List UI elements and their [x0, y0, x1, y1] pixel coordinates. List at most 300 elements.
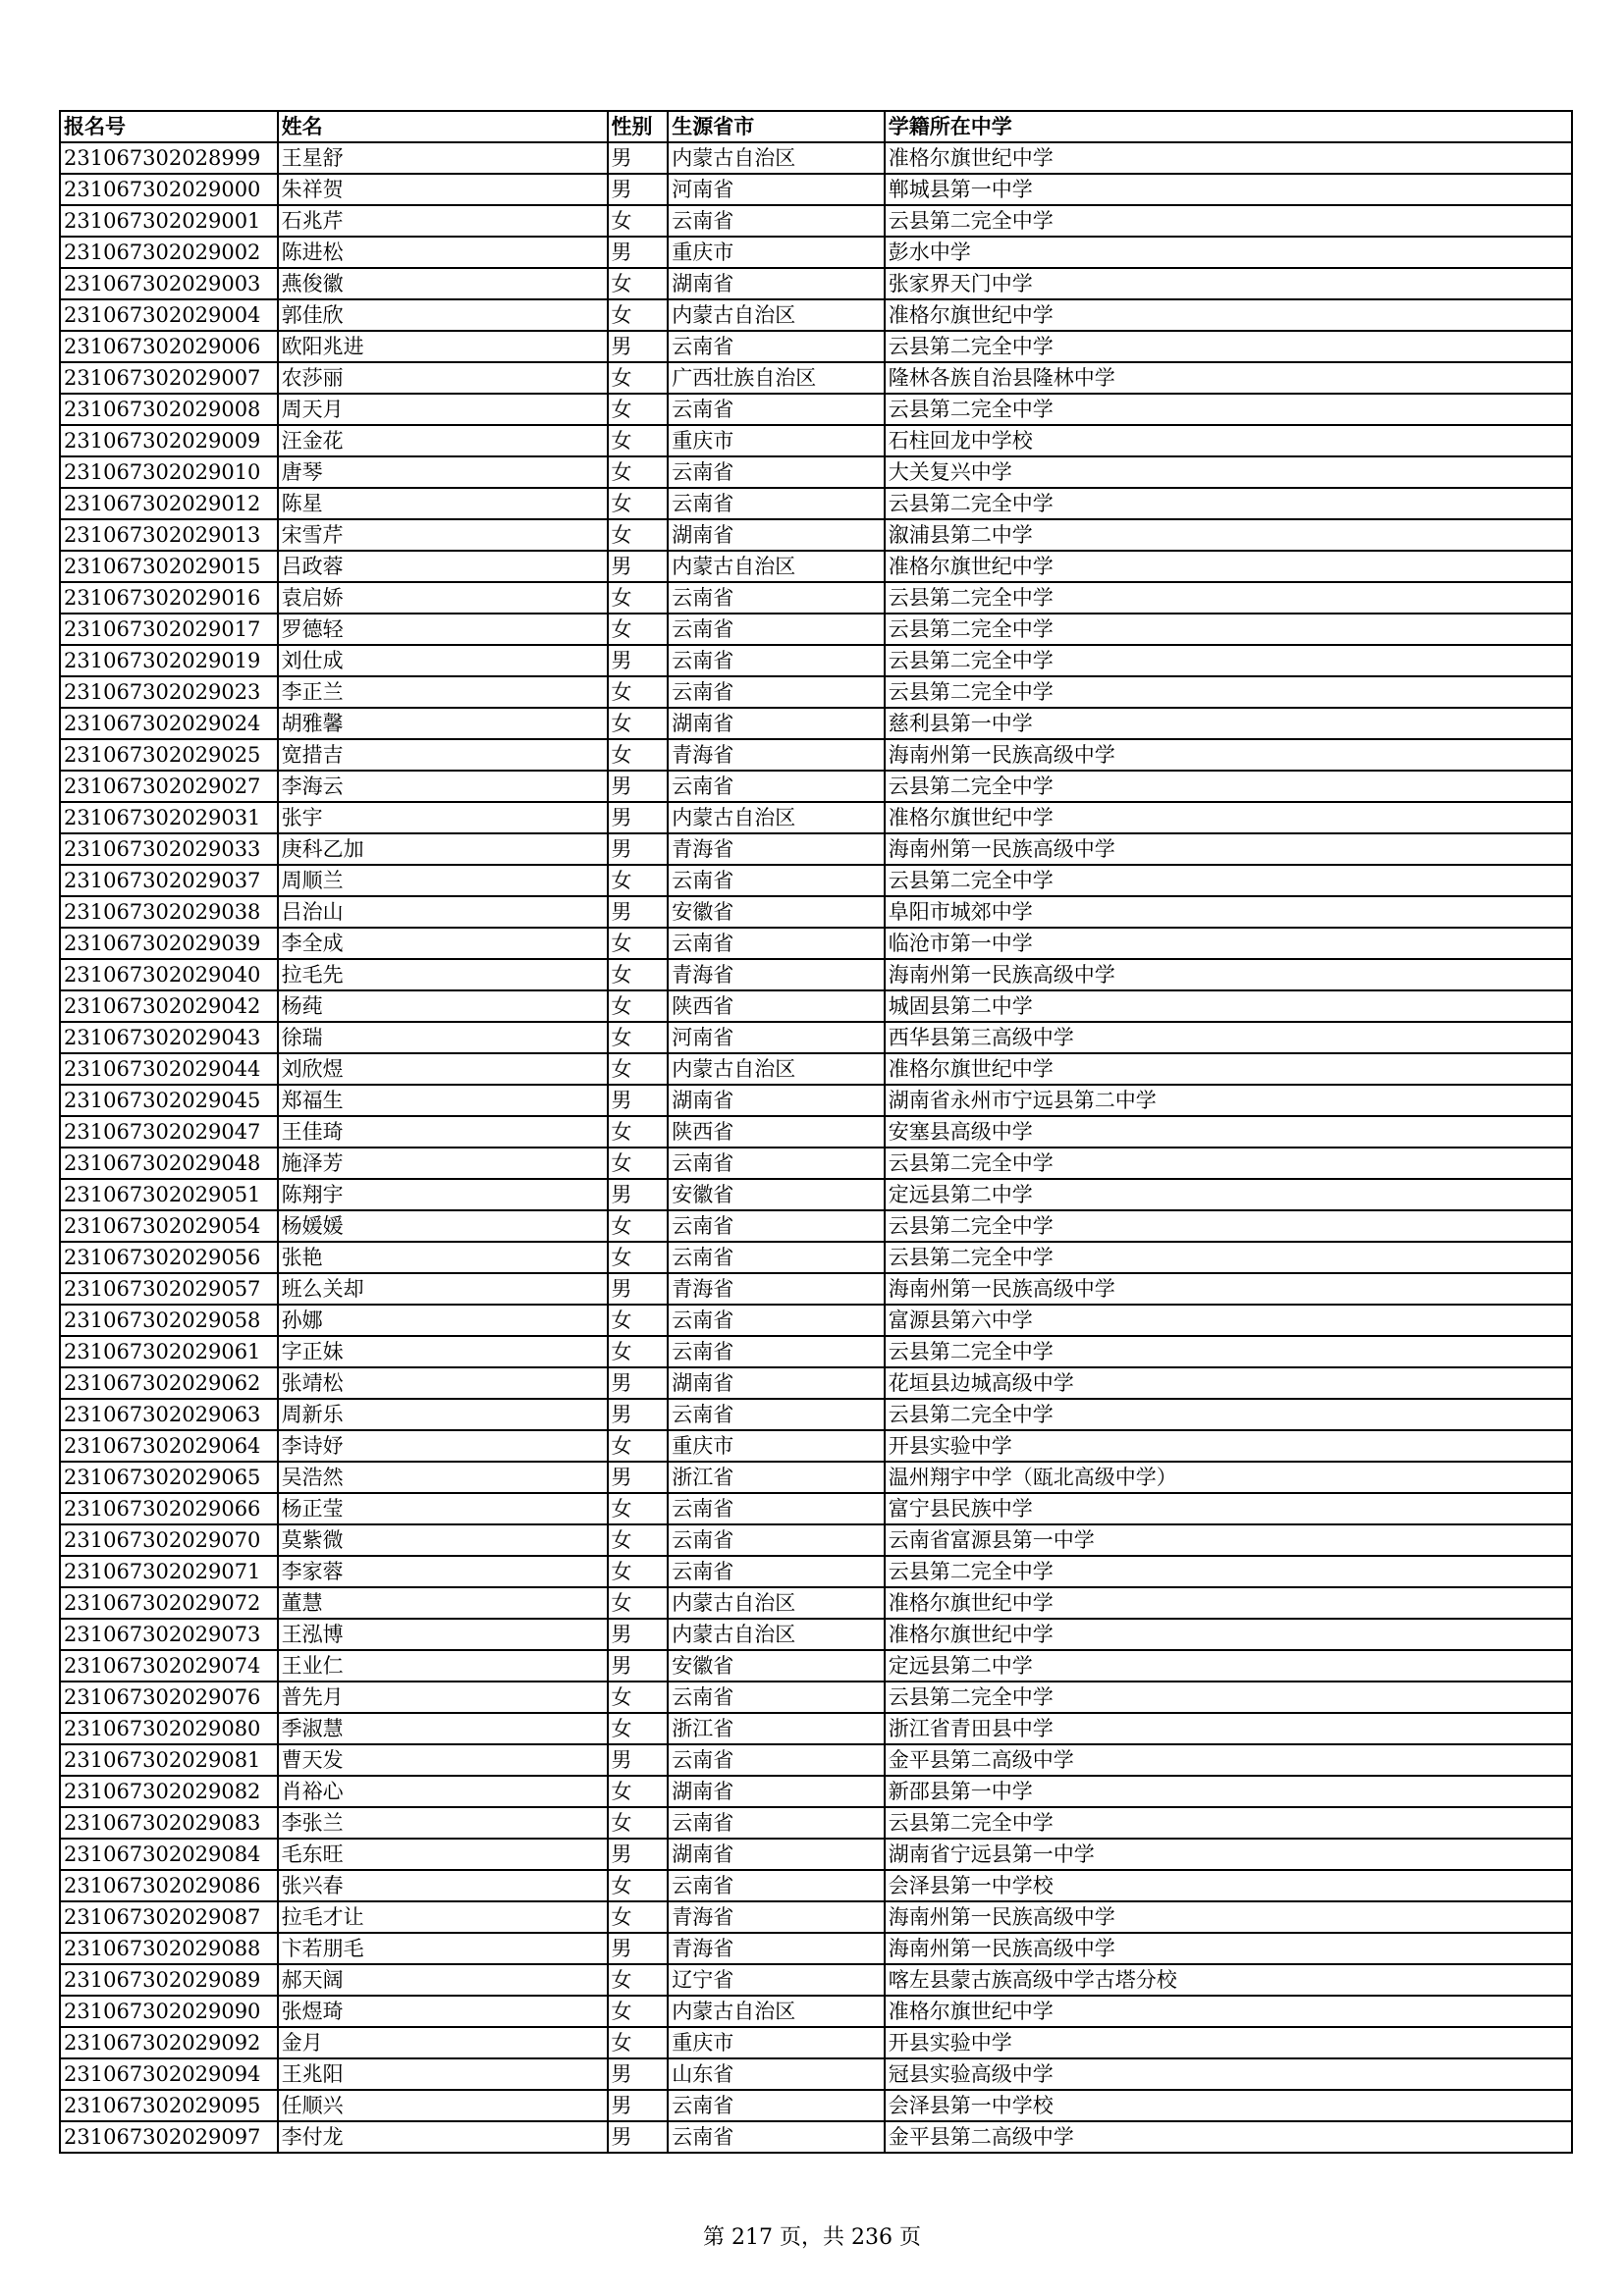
gender-cell: 男 [608, 1839, 669, 1870]
name-cell: 李家蓉 [278, 1556, 608, 1587]
table-row [60, 739, 1572, 771]
registration-number-cell: 231067302029074 [60, 1650, 278, 1682]
gender-cell: 男 [608, 1462, 669, 1493]
province-cell: 云南省 [668, 1870, 885, 1901]
province-cell: 湖南省 [668, 268, 885, 299]
registration-number-cell: 231067302029027 [60, 771, 278, 802]
table-row [60, 1556, 1572, 1587]
gender-cell: 女 [608, 1587, 669, 1619]
registration-number-cell: 231067302029000 [60, 174, 278, 205]
table-row [60, 456, 1572, 488]
registration-number-cell: 231067302029045 [60, 1085, 278, 1116]
name-cell: 石兆芹 [278, 205, 608, 237]
registration-number-cell: 231067302029033 [60, 833, 278, 865]
registration-number-cell: 231067302029089 [60, 1964, 278, 1996]
registration-number-cell: 231067302029076 [60, 1682, 278, 1713]
province-cell: 青海省 [668, 1273, 885, 1305]
gender-cell: 女 [608, 928, 669, 959]
school-cell: 准格尔旗世纪中学 [885, 1619, 1572, 1650]
table-row [60, 990, 1572, 1022]
gender-cell: 女 [608, 519, 669, 551]
table-row [60, 1430, 1572, 1462]
table-row [60, 1839, 1572, 1870]
gender-cell: 男 [608, 1933, 669, 1964]
school-cell: 云县第二完全中学 [885, 1807, 1572, 1839]
school-cell: 花垣县边城高级中学 [885, 1367, 1572, 1399]
table-row [60, 425, 1572, 456]
name-cell: 陈进松 [278, 237, 608, 268]
school-cell: 溆浦县第二中学 [885, 519, 1572, 551]
school-cell: 西华县第三高级中学 [885, 1022, 1572, 1053]
table-row [60, 1493, 1572, 1524]
province-cell: 云南省 [668, 456, 885, 488]
province-cell: 内蒙古自治区 [668, 1619, 885, 1650]
table-row [60, 1210, 1572, 1242]
table-row [60, 1462, 1572, 1493]
registration-number-cell: 231067302029062 [60, 1367, 278, 1399]
province-cell: 浙江省 [668, 1713, 885, 1744]
registration-number-cell: 231067302029071 [60, 1556, 278, 1587]
province-cell: 河南省 [668, 174, 885, 205]
gender-cell: 女 [608, 425, 669, 456]
school-cell: 金平县第二高级中学 [885, 1744, 1572, 1776]
gender-cell: 女 [608, 299, 669, 331]
province-cell: 内蒙古自治区 [668, 1587, 885, 1619]
school-cell: 新邵县第一中学 [885, 1776, 1572, 1807]
gender-cell: 女 [608, 959, 669, 990]
province-cell: 安徽省 [668, 896, 885, 928]
name-cell: 燕俊徽 [278, 268, 608, 299]
school-cell: 海南州第一民族高级中学 [885, 1933, 1572, 1964]
header-registration-number: 报名号 [60, 111, 278, 142]
registration-number-cell: 231067302029031 [60, 802, 278, 833]
registration-number-cell: 231067302029048 [60, 1148, 278, 1179]
school-cell: 云县第二完全中学 [885, 488, 1572, 519]
table-row [60, 394, 1572, 425]
name-cell: 农莎丽 [278, 362, 608, 394]
name-cell: 刘欣煜 [278, 1053, 608, 1085]
province-cell: 陕西省 [668, 990, 885, 1022]
province-cell: 湖南省 [668, 519, 885, 551]
gender-cell: 女 [608, 394, 669, 425]
province-cell: 内蒙古自治区 [668, 802, 885, 833]
page-number-footer: 第 217 页，共 236 页 [703, 2225, 921, 2250]
table-row [60, 1273, 1572, 1305]
province-cell: 云南省 [668, 676, 885, 708]
registration-number-cell: 231067302029019 [60, 645, 278, 676]
name-cell: 曹天发 [278, 1744, 608, 1776]
province-cell: 湖南省 [668, 1839, 885, 1870]
registration-number-cell: 231067302028999 [60, 142, 278, 174]
province-cell: 重庆市 [668, 2027, 885, 2058]
school-cell: 准格尔旗世纪中学 [885, 142, 1572, 174]
gender-cell: 女 [608, 614, 669, 645]
registration-number-cell: 231067302029003 [60, 268, 278, 299]
gender-cell: 男 [608, 1744, 669, 1776]
province-cell: 云南省 [668, 488, 885, 519]
name-cell: 宋雪芹 [278, 519, 608, 551]
province-cell: 青海省 [668, 1901, 885, 1933]
name-cell: 莫紫微 [278, 1524, 608, 1556]
gender-cell: 男 [608, 331, 669, 362]
table-row [60, 645, 1572, 676]
school-cell: 海南州第一民族高级中学 [885, 1901, 1572, 1933]
province-cell: 广西壮族自治区 [668, 362, 885, 394]
registration-number-cell: 231067302029056 [60, 1242, 278, 1273]
name-cell: 李张兰 [278, 1807, 608, 1839]
registration-number-cell: 231067302029082 [60, 1776, 278, 1807]
registration-number-cell: 231067302029025 [60, 739, 278, 771]
name-cell: 拉毛才让 [278, 1901, 608, 1933]
name-cell: 张艳 [278, 1242, 608, 1273]
gender-cell: 女 [608, 582, 669, 614]
province-cell: 云南省 [668, 928, 885, 959]
school-cell: 准格尔旗世纪中学 [885, 299, 1572, 331]
table-row [60, 1901, 1572, 1933]
province-cell: 青海省 [668, 833, 885, 865]
school-cell: 准格尔旗世纪中学 [885, 1587, 1572, 1619]
table-row [60, 1022, 1572, 1053]
table-body [60, 142, 1572, 2153]
school-cell: 云县第二完全中学 [885, 1682, 1572, 1713]
school-cell: 冠县实验高级中学 [885, 2058, 1572, 2090]
gender-cell: 男 [608, 645, 669, 676]
registration-number-cell: 231067302029016 [60, 582, 278, 614]
name-cell: 班么关却 [278, 1273, 608, 1305]
name-cell: 王业仁 [278, 1650, 608, 1682]
province-cell: 云南省 [668, 645, 885, 676]
gender-cell: 女 [608, 205, 669, 237]
school-cell: 喀左县蒙古族高级中学古塔分校 [885, 1964, 1572, 1996]
registration-number-cell: 231067302029066 [60, 1493, 278, 1524]
school-cell: 准格尔旗世纪中学 [885, 1996, 1572, 2027]
name-cell: 庚科乙加 [278, 833, 608, 865]
table-row [60, 582, 1572, 614]
registration-number-cell: 231067302029012 [60, 488, 278, 519]
table-row [60, 896, 1572, 928]
gender-cell: 女 [608, 1996, 669, 2027]
name-cell: 王佳琦 [278, 1116, 608, 1148]
name-cell: 郭佳欣 [278, 299, 608, 331]
province-cell: 云南省 [668, 614, 885, 645]
gender-cell: 男 [608, 802, 669, 833]
province-cell: 内蒙古自治区 [668, 551, 885, 582]
name-cell: 张兴春 [278, 1870, 608, 1901]
name-cell: 吕治山 [278, 896, 608, 928]
gender-cell: 男 [608, 551, 669, 582]
table-row [60, 1776, 1572, 1807]
table-row [60, 614, 1572, 645]
name-cell: 宽措吉 [278, 739, 608, 771]
province-cell: 云南省 [668, 771, 885, 802]
registration-number-cell: 231067302029061 [60, 1336, 278, 1367]
province-cell: 云南省 [668, 205, 885, 237]
registration-number-cell: 231067302029043 [60, 1022, 278, 1053]
table-row [60, 205, 1572, 237]
school-cell: 石柱回龙中学校 [885, 425, 1572, 456]
registration-number-cell: 231067302029080 [60, 1713, 278, 1744]
registration-number-cell: 231067302029024 [60, 708, 278, 739]
name-cell: 毛东旺 [278, 1839, 608, 1870]
registration-number-cell: 231067302029097 [60, 2121, 278, 2153]
registration-number-cell: 231067302029087 [60, 1901, 278, 1933]
table-row [60, 268, 1572, 299]
school-cell: 慈利县第一中学 [885, 708, 1572, 739]
name-cell: 周天月 [278, 394, 608, 425]
registration-number-cell: 231067302029081 [60, 1744, 278, 1776]
gender-cell: 女 [608, 1713, 669, 1744]
registration-number-cell: 231067302029013 [60, 519, 278, 551]
table-row [60, 1619, 1572, 1650]
school-cell: 会泽县第一中学校 [885, 2090, 1572, 2121]
table-row [60, 331, 1572, 362]
name-cell: 周顺兰 [278, 865, 608, 896]
name-cell: 陈星 [278, 488, 608, 519]
name-cell: 李付龙 [278, 2121, 608, 2153]
registration-number-cell: 231067302029001 [60, 205, 278, 237]
gender-cell: 女 [608, 1493, 669, 1524]
registration-number-cell: 231067302029008 [60, 394, 278, 425]
table-row [60, 1807, 1572, 1839]
registration-number-cell: 231067302029084 [60, 1839, 278, 1870]
school-cell: 云县第二完全中学 [885, 614, 1572, 645]
registration-number-cell: 231067302029092 [60, 2027, 278, 2058]
name-cell: 李海云 [278, 771, 608, 802]
table-row [60, 802, 1572, 833]
province-cell: 青海省 [668, 1933, 885, 1964]
gender-cell: 女 [608, 990, 669, 1022]
gender-cell: 男 [608, 1650, 669, 1682]
province-cell: 云南省 [668, 331, 885, 362]
school-cell: 云县第二完全中学 [885, 1210, 1572, 1242]
name-cell: 李全成 [278, 928, 608, 959]
gender-cell: 男 [608, 1399, 669, 1430]
school-cell: 郸城县第一中学 [885, 174, 1572, 205]
name-cell: 胡雅馨 [278, 708, 608, 739]
gender-cell: 男 [608, 174, 669, 205]
school-cell: 会泽县第一中学校 [885, 1870, 1572, 1901]
province-cell: 云南省 [668, 1399, 885, 1430]
table-row [60, 865, 1572, 896]
province-cell: 云南省 [668, 1556, 885, 1587]
table-row [60, 1524, 1572, 1556]
school-cell: 张家界天门中学 [885, 268, 1572, 299]
school-cell: 海南州第一民族高级中学 [885, 739, 1572, 771]
gender-cell: 男 [608, 1619, 669, 1650]
name-cell: 朱祥贺 [278, 174, 608, 205]
name-cell: 字正妹 [278, 1336, 608, 1367]
table-row [60, 2090, 1572, 2121]
table-row [60, 771, 1572, 802]
name-cell: 拉毛先 [278, 959, 608, 990]
name-cell: 卞若朋毛 [278, 1933, 608, 1964]
gender-cell: 女 [608, 865, 669, 896]
registration-number-cell: 231067302029065 [60, 1462, 278, 1493]
table-row [60, 1179, 1572, 1210]
school-cell: 海南州第一民族高级中学 [885, 959, 1572, 990]
gender-cell: 女 [608, 2027, 669, 2058]
gender-cell: 女 [608, 1053, 669, 1085]
school-cell: 海南州第一民族高级中学 [885, 833, 1572, 865]
name-cell: 肖裕心 [278, 1776, 608, 1807]
province-cell: 云南省 [668, 2121, 885, 2153]
name-cell: 郝天阔 [278, 1964, 608, 1996]
table-row [60, 1870, 1572, 1901]
gender-cell: 女 [608, 1022, 669, 1053]
school-cell: 准格尔旗世纪中学 [885, 1053, 1572, 1085]
name-cell: 李正兰 [278, 676, 608, 708]
province-cell: 内蒙古自治区 [668, 1053, 885, 1085]
province-cell: 湖南省 [668, 1776, 885, 1807]
gender-cell: 女 [608, 676, 669, 708]
school-cell: 云县第二完全中学 [885, 1336, 1572, 1367]
school-cell: 海南州第一民族高级中学 [885, 1273, 1572, 1305]
table-row [60, 676, 1572, 708]
school-cell: 云县第二完全中学 [885, 865, 1572, 896]
registration-number-cell: 231067302029086 [60, 1870, 278, 1901]
school-cell: 云县第二完全中学 [885, 1148, 1572, 1179]
registration-number-cell: 231067302029047 [60, 1116, 278, 1148]
name-cell: 唐琴 [278, 456, 608, 488]
school-cell: 云县第二完全中学 [885, 771, 1572, 802]
header-school: 学籍所在中学 [885, 111, 1572, 142]
name-cell: 董慧 [278, 1587, 608, 1619]
table-row [60, 1242, 1572, 1273]
province-cell: 重庆市 [668, 1430, 885, 1462]
gender-cell: 男 [608, 1179, 669, 1210]
name-cell: 张宇 [278, 802, 608, 833]
name-cell: 郑福生 [278, 1085, 608, 1116]
province-cell: 云南省 [668, 1493, 885, 1524]
gender-cell: 女 [608, 1964, 669, 1996]
gender-cell: 女 [608, 1430, 669, 1462]
school-cell: 安塞县高级中学 [885, 1116, 1572, 1148]
school-cell: 彭水中学 [885, 237, 1572, 268]
registration-number-cell: 231067302029037 [60, 865, 278, 896]
table-row [60, 1587, 1572, 1619]
registration-number-cell: 231067302029044 [60, 1053, 278, 1085]
school-cell: 云县第二完全中学 [885, 205, 1572, 237]
table-row [60, 1053, 1572, 1085]
table-row [60, 1713, 1572, 1744]
school-cell: 云县第二完全中学 [885, 645, 1572, 676]
registration-number-cell: 231067302029017 [60, 614, 278, 645]
school-cell: 浙江省青田县中学 [885, 1713, 1572, 1744]
registration-number-cell: 231067302029072 [60, 1587, 278, 1619]
name-cell: 王泓博 [278, 1619, 608, 1650]
gender-cell: 女 [608, 708, 669, 739]
gender-cell: 男 [608, 896, 669, 928]
name-cell: 王星舒 [278, 142, 608, 174]
province-cell: 云南省 [668, 394, 885, 425]
registration-number-cell: 231067302029083 [60, 1807, 278, 1839]
registration-number-cell: 231067302029009 [60, 425, 278, 456]
table-row [60, 1085, 1572, 1116]
registration-number-cell: 231067302029088 [60, 1933, 278, 1964]
table-row [60, 1744, 1572, 1776]
registration-number-cell: 231067302029051 [60, 1179, 278, 1210]
province-cell: 云南省 [668, 1807, 885, 1839]
name-cell: 陈翔宇 [278, 1179, 608, 1210]
province-cell: 青海省 [668, 959, 885, 990]
province-cell: 云南省 [668, 1305, 885, 1336]
school-cell: 云县第二完全中学 [885, 676, 1572, 708]
school-cell: 临沧市第一中学 [885, 928, 1572, 959]
registration-number-cell: 231067302029063 [60, 1399, 278, 1430]
province-cell: 云南省 [668, 1148, 885, 1179]
school-cell: 富源县第六中学 [885, 1305, 1572, 1336]
gender-cell: 女 [608, 1807, 669, 1839]
province-cell: 山东省 [668, 2058, 885, 2090]
table-row [60, 2121, 1572, 2153]
name-cell: 李诗妤 [278, 1430, 608, 1462]
name-cell: 吕政蓉 [278, 551, 608, 582]
gender-cell: 女 [608, 1148, 669, 1179]
gender-cell: 女 [608, 1524, 669, 1556]
gender-cell: 女 [608, 268, 669, 299]
school-cell: 开县实验中学 [885, 2027, 1572, 2058]
registration-number-cell: 231067302029090 [60, 1996, 278, 2027]
gender-cell: 男 [608, 1367, 669, 1399]
table-row [60, 488, 1572, 519]
table-row [60, 362, 1572, 394]
province-cell: 云南省 [668, 1336, 885, 1367]
registration-number-cell: 231067302029010 [60, 456, 278, 488]
school-cell: 湖南省永州市宁远县第二中学 [885, 1085, 1572, 1116]
gender-cell: 男 [608, 1085, 669, 1116]
table-row [60, 1116, 1572, 1148]
table-row [60, 708, 1572, 739]
province-cell: 云南省 [668, 865, 885, 896]
province-cell: 安徽省 [668, 1650, 885, 1682]
school-cell: 大关复兴中学 [885, 456, 1572, 488]
registration-number-cell: 231067302029042 [60, 990, 278, 1022]
name-cell: 普先月 [278, 1682, 608, 1713]
province-cell: 湖南省 [668, 1367, 885, 1399]
province-cell: 云南省 [668, 1242, 885, 1273]
name-cell: 刘仕成 [278, 645, 608, 676]
table-row [60, 959, 1572, 990]
school-cell: 城固县第二中学 [885, 990, 1572, 1022]
gender-cell: 男 [608, 771, 669, 802]
school-cell: 定远县第二中学 [885, 1179, 1572, 1210]
registration-number-cell: 231067302029038 [60, 896, 278, 928]
table-row [60, 1367, 1572, 1399]
name-cell: 徐瑞 [278, 1022, 608, 1053]
registration-number-cell: 231067302029004 [60, 299, 278, 331]
school-cell: 金平县第二高级中学 [885, 2121, 1572, 2153]
province-cell: 内蒙古自治区 [668, 299, 885, 331]
province-cell: 云南省 [668, 1524, 885, 1556]
header-name: 姓名 [278, 111, 608, 142]
gender-cell: 男 [608, 237, 669, 268]
gender-cell: 女 [608, 1242, 669, 1273]
school-cell: 云县第二完全中学 [885, 331, 1572, 362]
school-cell: 准格尔旗世纪中学 [885, 802, 1572, 833]
name-cell: 欧阳兆进 [278, 331, 608, 362]
gender-cell: 女 [608, 456, 669, 488]
school-cell: 云县第二完全中学 [885, 1556, 1572, 1587]
name-cell: 罗德轻 [278, 614, 608, 645]
header-gender: 性别 [608, 111, 669, 142]
name-cell: 施泽芳 [278, 1148, 608, 1179]
table-row [60, 299, 1572, 331]
registration-number-cell: 231067302029094 [60, 2058, 278, 2090]
province-cell: 内蒙古自治区 [668, 1996, 885, 2027]
table-row [60, 928, 1572, 959]
gender-cell: 女 [608, 1556, 669, 1587]
gender-cell: 女 [608, 1210, 669, 1242]
